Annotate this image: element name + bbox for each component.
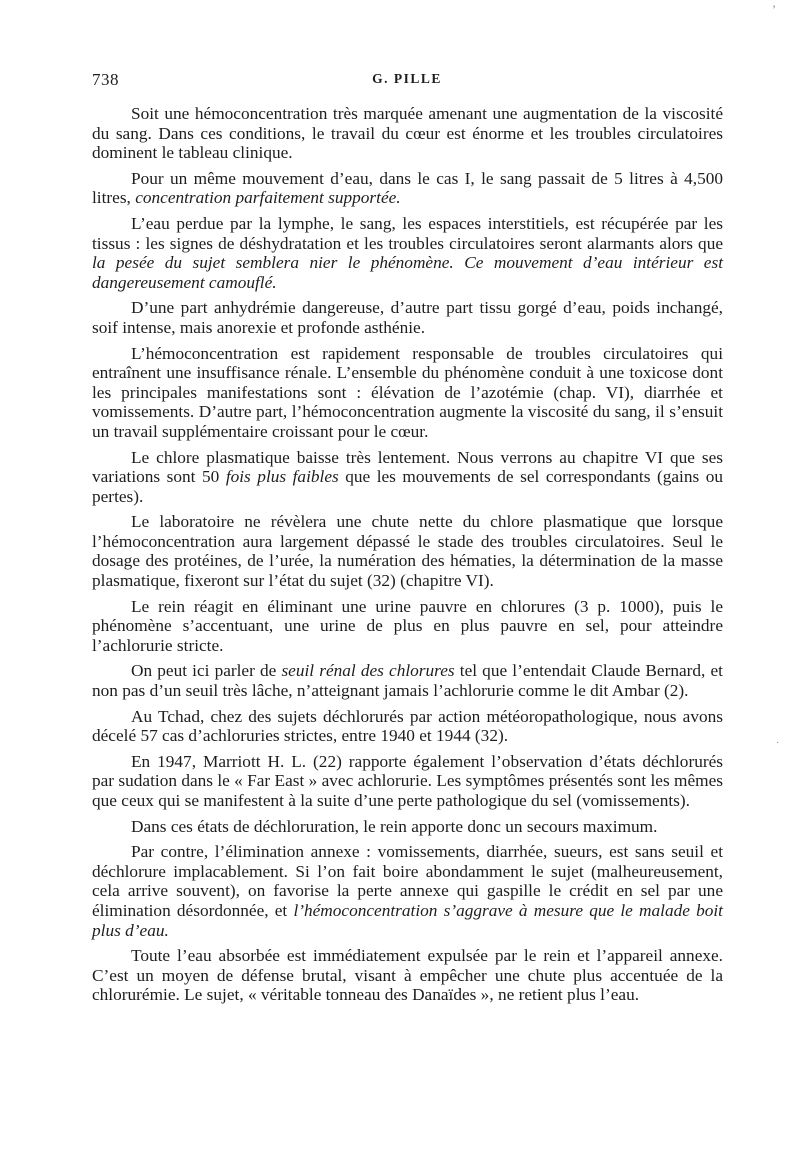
paragraph: [92, 946, 723, 1005]
text-run: Toute l’eau absorbée est immédiatement expulsée par le rein et l’appareil annexe. C’est un moyen de défense brutal, visant à empêcher une chute plus accentuée de la chlorurémie. Le sujet, « véritable tonneau des Danaïdes », ne retient plus l’eau.: [92, 946, 723, 1005]
text-run: Le rein réagit en éliminant une urine pauvre en chlorures (3 p. 1000), puis le phénomène s’accentuant, une urine de plus en plus pauvre en sel, pour atteindre l’achlorurie stricte.: [92, 596, 723, 655]
text-run: En 1947, Marriott H. L. (22) rapporte également l’observation d’états déchlorurés par sudation dans le « Far East » avec achlorurie. Les symptômes présentés sont les mêmes que ceux qui se manifestent à la suite d’une perte pathologique du sel (vomissements).: [92, 751, 723, 810]
paragraph: [92, 597, 723, 656]
paragraph: [92, 707, 723, 746]
paragraph: [92, 169, 723, 208]
corner-mark: ’: [772, 2, 776, 16]
text-run: Par contre, l’élimination annexe : vomissements, diarrhée, sueurs, est sans seuil et déchlorure implacablement. Si l’on fait boire abondamment le sujet (malheureusement, cela arrive souvent), on favorise la perte annexe qui gaspille le crédit en sel par une élimination désordonnée, et: [92, 842, 723, 920]
text-run: Soit une hémoconcentration très marquée amenant une augmentation de la viscosité du sang. Dans ces conditions, le travail du cœur est énorme et les troubles circulatoires dominent le tableau clinique.: [92, 104, 723, 163]
text-run: Au Tchad, chez des sujets déchlorurés par action météoropathologique, nous avons décelé 57 cas d’achloruries strictes, entre 1940 et 1944 (32).: [92, 706, 723, 746]
paragraph: [92, 817, 723, 837]
italic-text: la pesée du sujet semblera nier le phénomène. Ce mouvement d’eau intérieur est dangereusement camouflé.: [92, 253, 723, 292]
text-run: Le laboratoire ne révèlera une chute nette du chlore plasmatique que lorsque l’hémoconcentration aura largement dépassé le stade des troubles circulatoires. Seul le dosage des protéines, de l’urée, la numération des hématies, la détermination de la masse plasmatique, fixeront sur l’état du sujet (32) (chapitre VI).: [92, 512, 723, 591]
italic-text: concentration parfaitement supportée.: [135, 188, 401, 208]
text-run: L’hémoconcentration est rapidement responsable de troubles circulatoires qui entraînent une insuffisance rénale. L’ensemble du phénomène conduit à une toxicose dont les principales manifestations sont : élévation de l’azotémie (chap. VI), diarrhée et vomissements. D’autre part, l’hémoconcentration augmente la viscosité du sang, il s’ensuit un travail supplémentaire croissant pour le cœur.: [92, 343, 723, 441]
body-text: [92, 104, 723, 1011]
paragraph: [92, 512, 723, 590]
paragraph: [92, 842, 723, 940]
paragraph: [92, 448, 723, 507]
text-run: que les mouvements de sel correspondants (gains ou pertes).: [92, 467, 723, 506]
paragraph: [92, 298, 723, 337]
paragraph: [92, 752, 723, 811]
paragraph: [92, 214, 723, 292]
italic-text: fois plus faibles: [225, 467, 339, 487]
text-run: L’eau perdue par la lymphe, le sang, les espaces interstitiels, est récupérée par les tissus : les signes de déshydratation et les troubles circulatoires seront alarmants alors que: [92, 213, 723, 253]
margin-mark: ·: [776, 738, 780, 749]
text-run: On peut ici parler de: [131, 661, 282, 681]
page-number: 738: [92, 70, 119, 89]
text-run: tel que l’entendait Claude Bernard, et non pas d’un seuil très lâche, n’atteignant jamais l’achlorurie comme le dit Ambar (2).: [92, 661, 723, 701]
paragraph: [92, 661, 723, 700]
italic-text: l’hémoconcentration s’aggrave à mesure que le malade boit plus d’eau.: [92, 900, 723, 940]
paragraph: [92, 344, 723, 442]
italic-text: seuil rénal des chlorures: [281, 661, 455, 681]
paragraph: [92, 104, 723, 163]
text-run: Le chlore plasmatique baisse très lentement. Nous verrons au chapitre VI que ses variations sont 50: [92, 447, 723, 487]
text-run: D’une part anhydrémie dangereuse, d’autre part tissu gorgé d’eau, poids inchangé, soif intense, mais anorexie et profonde asthénie.: [92, 298, 723, 337]
running-head: [92, 70, 722, 92]
text-run: Pour un même mouvement d’eau, dans le cas I, le sang passait de 5 litres à 4,500 litres,: [92, 168, 723, 208]
author-name: G. PILLE: [372, 71, 442, 86]
text-run: Dans ces états de déchloruration, le rein apporte donc un secours maximum.: [131, 816, 658, 836]
